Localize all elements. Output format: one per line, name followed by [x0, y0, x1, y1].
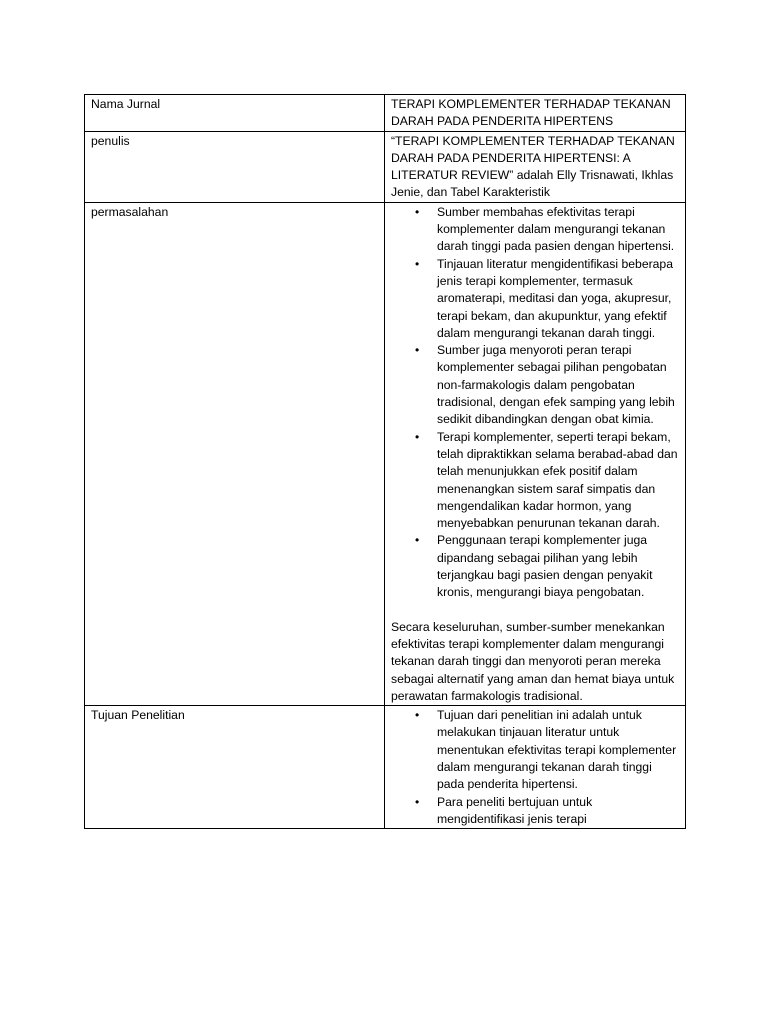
table-row-permasalahan: [85, 202, 686, 705]
summary-paragraph: Secara keseluruhan, sumber-sumber menekankan efektivitas terapi komplementer dalam mengurangi tekanan darah tinggi dan menyoroti peran mereka sebagai alternatif yang aman dan hemat biaya untuk perawatan farmakologis tradisional.: [391, 619, 675, 703]
label-cell: Nama Jurnal: [85, 95, 385, 132]
label-cell: permasalahan: [85, 202, 385, 705]
goal-bullet-list: [391, 707, 679, 828]
list-item: [415, 204, 679, 256]
bullet-icon: •: [415, 204, 420, 219]
table-row-penulis: [85, 131, 686, 202]
list-item: [415, 342, 679, 428]
list-item: [415, 532, 679, 601]
research-goal-cell: [385, 706, 686, 829]
bullet-icon: •: [415, 343, 420, 358]
journal-title-cell: TERAPI KOMPLEMENTER TERHADAP TEKANAN DARAH PADA PENDERITA HIPERTENS: [385, 95, 686, 132]
bullet-icon: •: [415, 708, 420, 723]
list-item: [415, 707, 679, 793]
problem-cell: [385, 202, 686, 705]
list-item-text: Tujuan dari penelitian ini adalah untuk melakukan tinjauan literatur untuk menentukan efektivitas terapi komplementer dalam mengurangi tekanan darah tinggi pada penderita hipertensi.: [437, 708, 677, 792]
journal-review-table: [84, 94, 686, 829]
label-cell: penulis: [85, 131, 385, 202]
table-row-nama-jurnal: [85, 95, 686, 132]
list-item-text: Penggunaan terapi komplementer juga dipandang sebagai pilihan yang lebih terjangkau bagi pasien dengan penyakit kronis, mengurangi biaya pengobatan.: [437, 533, 653, 600]
list-item-text: Sumber juga menyoroti peran terapi komplementer sebagai pilihan pengobatan non-farmakologis dalam pengobatan tradisional, dengan efek samping yang lebih sedikit dibandingkan dengan obat kimia.: [437, 343, 675, 427]
bullet-icon: •: [415, 794, 420, 809]
label-cell: Tujuan Penelitian: [85, 706, 385, 829]
problem-bullet-list: [391, 204, 679, 602]
list-item: [415, 256, 679, 342]
bullet-icon: •: [415, 533, 420, 548]
bullet-icon: •: [415, 256, 420, 271]
bullet-icon: •: [415, 429, 420, 444]
list-item: [415, 794, 679, 829]
authors-cell: “TERAPI KOMPLEMENTER TERHADAP TEKANAN DARAH PADA PENDERITA HIPERTENSI: A LITERATUR REVIEW” adalah Elly Trisnawati, Ikhlas Jenie, dan Tabel Karakteristik: [385, 131, 686, 202]
list-item: [415, 429, 679, 533]
list-item-text: Sumber membahas efektivitas terapi komplementer dalam mengurangi tekanan darah tinggi pada pasien dengan hipertensi.: [437, 204, 675, 254]
table-row-tujuan-penelitian: [85, 706, 686, 829]
list-item-text: Terapi komplementer, seperti terapi bekam, telah dipraktikkan selama berabad-abad dan telah menunjukkan efek positif dalam menenangkan sistem saraf simpatis dan mengendalikan kadar hormon, yang menyebabkan penurunan tekanan darah.: [437, 429, 678, 531]
list-item-text: Tinjauan literatur mengidentifikasi beberapa jenis terapi komplementer, termasuk aromaterapi, meditasi dan yoga, akupresur, terapi bekam, dan akupunktur, yang efektif dalam mengurangi tekanan darah tinggi.: [437, 256, 673, 340]
list-item-text: Para peneliti bertujuan untuk mengidentifikasi jenis terapi: [437, 794, 593, 826]
